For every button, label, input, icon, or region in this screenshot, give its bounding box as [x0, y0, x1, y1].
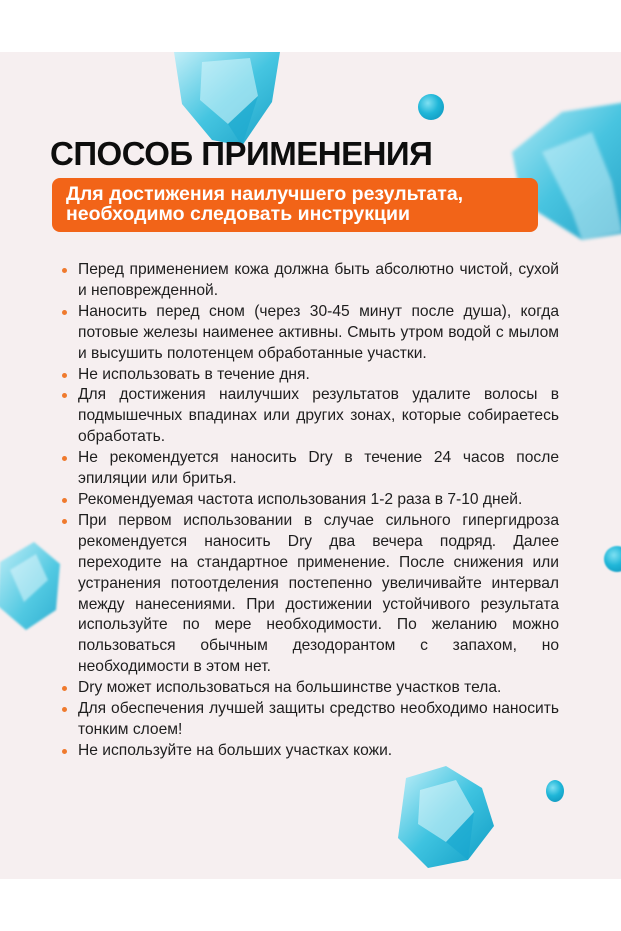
- list-item: Для обеспечения лучшей защиты средство необходимо наносить тонким слоем!: [62, 699, 559, 741]
- ice-crystal-bottom-icon: [396, 766, 496, 870]
- bullet-icon: [62, 393, 67, 398]
- bullet-icon: [62, 456, 67, 461]
- bullet-icon: [62, 686, 67, 691]
- list-item: Наносить перед сном (через 30-45 минут после душа), когда потовые железы наименее активны. Смыть утром водой с мылом и высушить полотенцем обработанные участки.: [62, 302, 559, 365]
- instruction-banner: [52, 178, 538, 232]
- instruction-list: [62, 260, 559, 762]
- banner-line-2: необходимо следовать инструкции: [66, 203, 410, 225]
- list-item: Не использовать в течение дня.: [62, 365, 559, 386]
- bullet-icon: [62, 268, 67, 273]
- sphere-right-icon: [604, 546, 621, 572]
- list-item: Рекомендуемая частота использования 1-2 раза в 7-10 дней.: [62, 490, 559, 511]
- sphere-top-icon: [418, 94, 444, 120]
- bullet-icon: [62, 707, 67, 712]
- page-title: СПОСОБ ПРИМЕНЕНИЯ: [50, 135, 433, 172]
- banner-line-1: Для достижения наилучшего результата,: [66, 183, 464, 205]
- sphere-bottom-icon: [546, 780, 564, 802]
- ice-crystal-left-icon: [0, 540, 66, 632]
- list-item: Не рекомендуется наносить Dry в течение 24 часов после эпиляции или бритья.: [62, 448, 559, 490]
- list-item: Не используйте на больших участках кожи.: [62, 741, 559, 762]
- bullet-icon: [62, 749, 67, 754]
- bullet-icon: [62, 498, 67, 503]
- bullet-icon: [62, 310, 67, 315]
- list-item: Перед применением кожа должна быть абсолютно чистой, сухой и неповрежденной.: [62, 260, 559, 302]
- list-item: При первом использовании в случае сильного гипергидроза рекомендуется наносить Dry два вечера подряд. Далее переходите на стандартное применение. После снижения или устранения потоотделения постепенно увеличивайте интервал между нанесениями. При достижении устойчивого результата используйте по мере необходимости. По желанию можно пользоваться обычным дезодорантом с запахом, но необходимости в этом нет.: [62, 511, 559, 678]
- list-item: Dry может использоваться на большинстве участков тела.: [62, 678, 559, 699]
- bullet-icon: [62, 519, 67, 524]
- instruction-card: [0, 52, 621, 879]
- bullet-icon: [62, 373, 67, 378]
- list-item: Для достижения наилучших результатов удалите волосы в подмышечных впадинах или других зонах, которые собираетесь обработать.: [62, 385, 559, 448]
